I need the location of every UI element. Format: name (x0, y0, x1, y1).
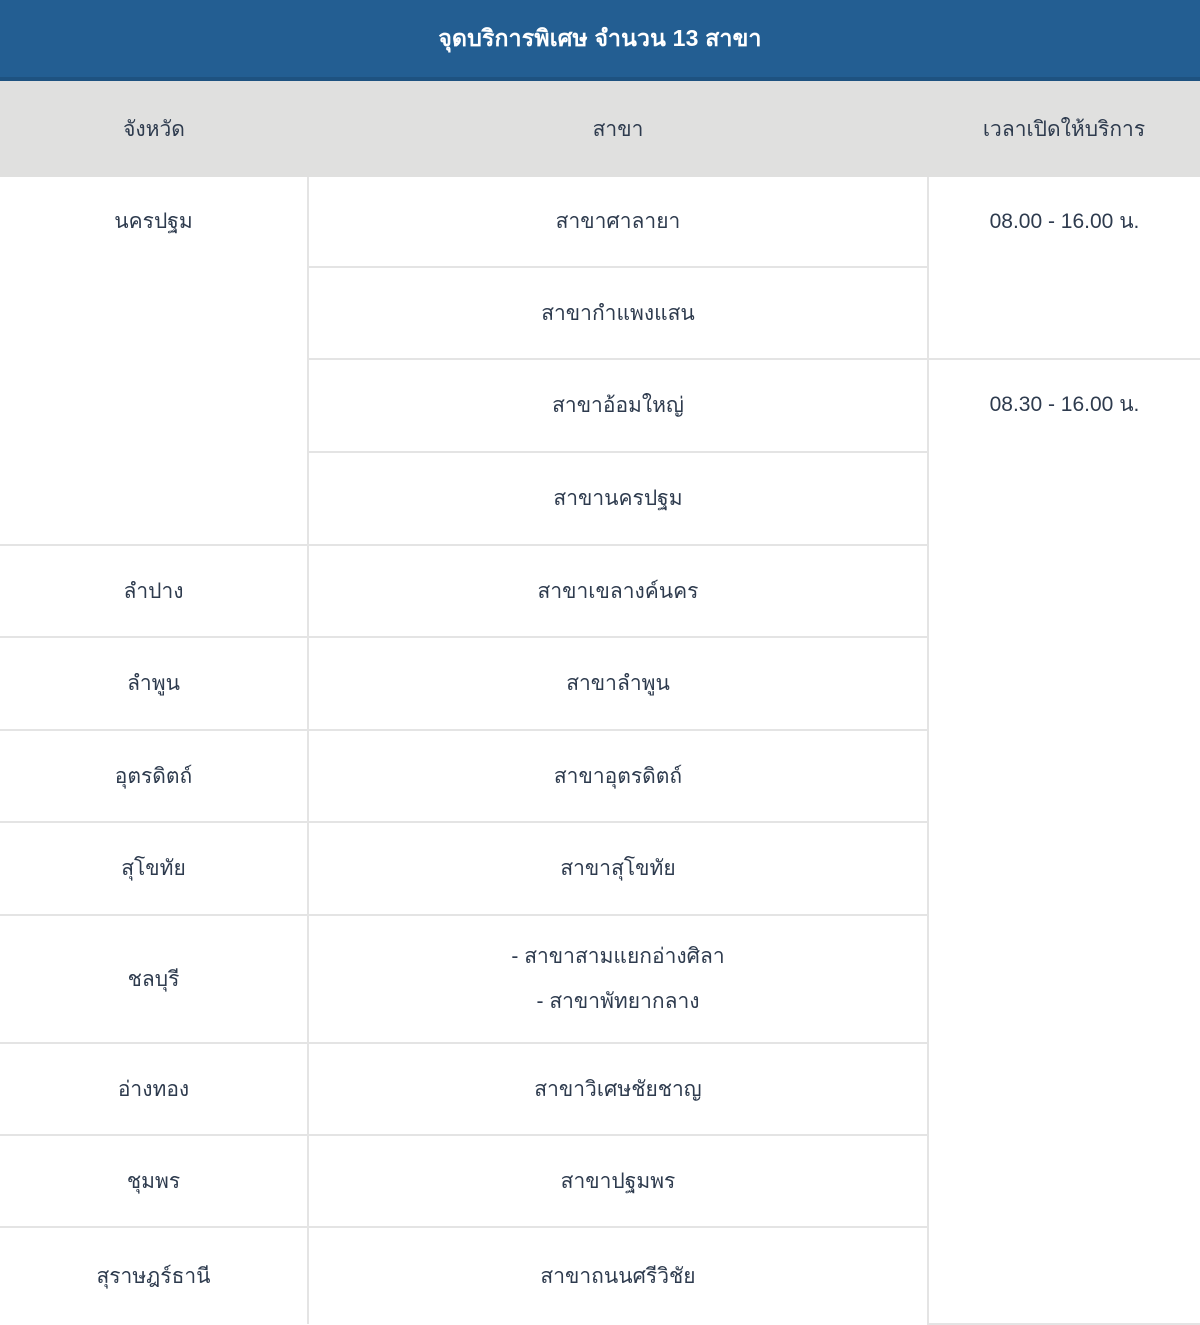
branch-cell: สาขาสุโขทัย (308, 822, 928, 915)
branch-cell: สาขาถนนศรีวิชัย (308, 1227, 928, 1324)
column-header-hours: เวลาเปิดให้บริการ (928, 81, 1200, 177)
province-cell: สุโขทัย (0, 822, 308, 915)
province-cell: สุราษฎร์ธานี (0, 1227, 308, 1324)
table-row (0, 177, 1200, 267)
branch-cell: สาขานครปฐม (308, 452, 928, 545)
hours-cell: 08.30 - 16.00 น. (928, 359, 1200, 1324)
table-title-banner (0, 0, 1200, 81)
province-cell: ชุมพร (0, 1135, 308, 1227)
province-cell: ลำปาง (0, 545, 308, 637)
branch-cell: สาขาลำพูน (308, 637, 928, 730)
branch-cell: สาขาวิเศษชัยชาญ (308, 1043, 928, 1135)
branch-cell (308, 915, 928, 1043)
branch-cell: สาขาเขลางค์นคร (308, 545, 928, 637)
branch-cell: สาขาศาลายา (308, 177, 928, 267)
province-cell: ลำพูน (0, 637, 308, 730)
branch-line: - สาขาสามแยกอ่างศิลา (511, 945, 725, 968)
table-header-row (0, 81, 1200, 177)
branch-line: - สาขาพัทยากลาง (536, 990, 700, 1013)
branch-service-table (0, 81, 1200, 1325)
column-header-province: จังหวัด (0, 81, 308, 177)
hours-cell: 08.00 - 16.00 น. (928, 177, 1200, 359)
table-title: จุดบริการพิเศษ จำนวน 13 สาขา (438, 24, 762, 51)
branch-cell: สาขาปฐมพร (308, 1135, 928, 1227)
province-cell: อุตรดิตถ์ (0, 730, 308, 822)
province-cell: นครปฐม (0, 177, 308, 545)
branch-cell: สาขาอุตรดิตถ์ (308, 730, 928, 822)
province-cell: อ่างทอง (0, 1043, 308, 1135)
branch-cell: สาขาอ้อมใหญ่ (308, 359, 928, 452)
column-header-branch: สาขา (308, 81, 928, 177)
province-cell: ชลบุรี (0, 915, 308, 1043)
branch-cell: สาขากำแพงแสน (308, 267, 928, 359)
